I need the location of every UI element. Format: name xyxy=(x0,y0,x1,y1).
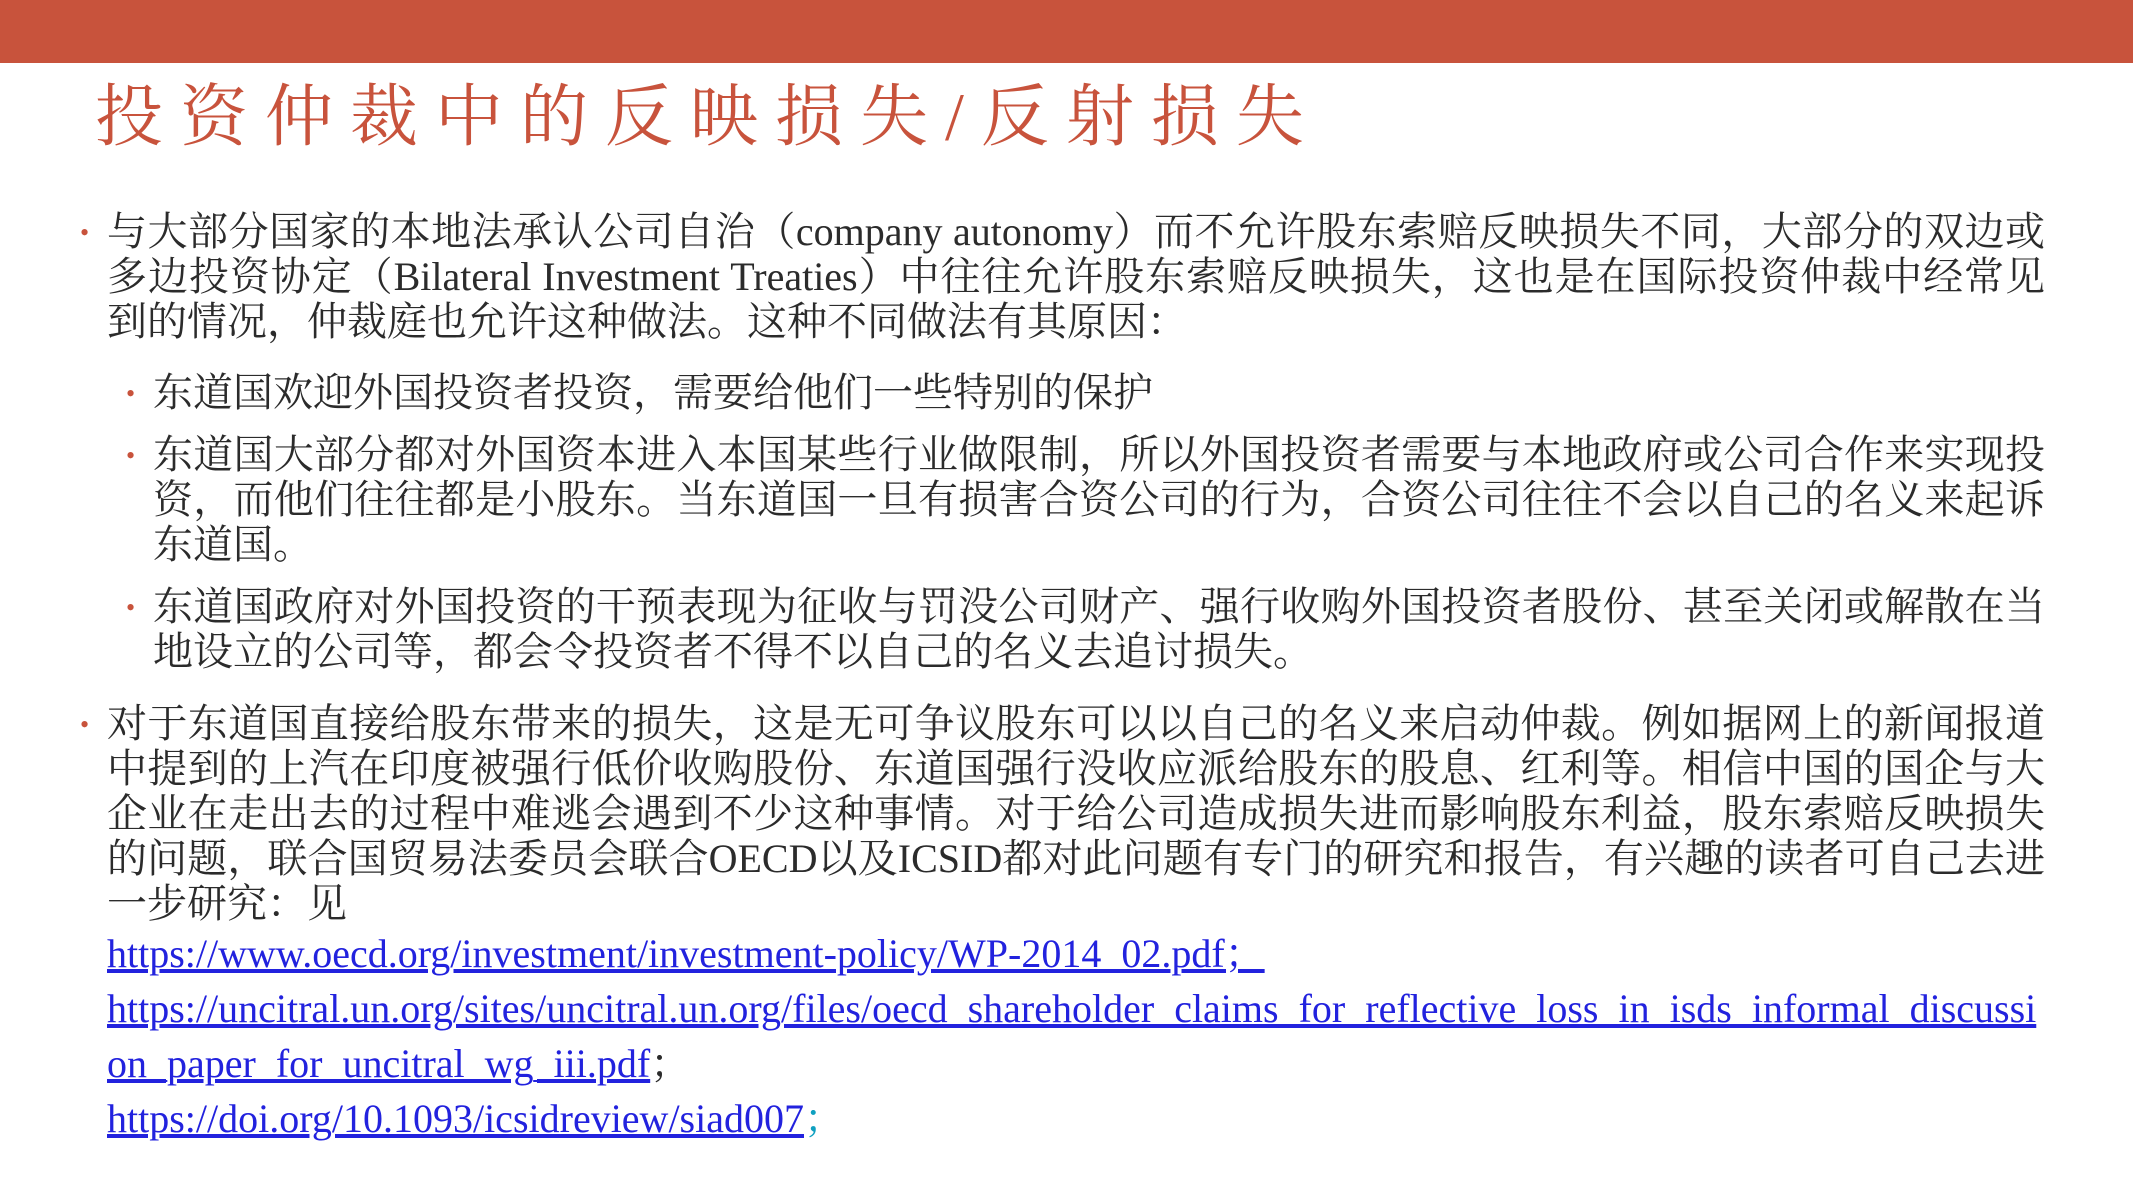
bullet-marker-icon: • xyxy=(126,379,136,409)
slide-content xyxy=(0,73,2133,1146)
uncitral-shareholder-claims-link[interactable]: https://uncitral.un.org/sites/uncitral.un.org/files/oecd_shareholder_claims_for_reflective_loss_in_isds_informal_discussion_paper_for_uncitral_wg_iii.pdf xyxy=(107,986,2037,1087)
sub-bullet-item-1 xyxy=(126,370,2045,416)
link-separator: ； xyxy=(650,1041,691,1087)
bullet-marker-icon: • xyxy=(80,710,90,740)
link-line-1 xyxy=(107,926,2045,981)
reference-links xyxy=(107,926,2045,1146)
bullet-marker-icon: • xyxy=(126,593,136,623)
link-separator: ； xyxy=(804,1096,844,1142)
sub-bullet-list xyxy=(126,370,2045,675)
sub-bullet-2-text: 东道国大部分都对外国资本进入本国某些行业做限制，所以外国投资者需要与本地政府或公司合作来实现投资，而他们往往都是小股东。当东道国一旦有损害合资公司的行为，合资公司往往不会以自己的名义来起诉东道国。 xyxy=(153,432,2045,568)
link-line-3 xyxy=(107,1091,2045,1146)
doi-icsidreview-link[interactable]: https://doi.org/10.1093/icsidreview/siad007 xyxy=(107,1096,804,1142)
bullet-1-text: 与大部分国家的本地法承认公司自治（company autonomy）而不允许股东索赔反映损失不同，大部分的双边或多边投资协定（Bilateral Investment Treaties）中往往允许股东索赔反映损失，这也是在国际投资仲裁中经常见到的情况，仲裁庭也允许这种做法。这种不同做法有其原因： xyxy=(107,209,2045,345)
link-line-2 xyxy=(107,981,2045,1091)
slide-title: 投资仲裁中的反映损失/反射损失 xyxy=(95,79,1321,155)
bullet-item-1 xyxy=(80,209,2045,345)
bullet-marker-icon: • xyxy=(126,441,136,471)
bullet-item-2 xyxy=(80,701,2045,1146)
sub-bullet-3-text: 东道国政府对外国投资的干预表现为征收与罚没公司财产、强行收购外国投资者股份、甚至关闭或解散在当地设立的公司等，都会令投资者不得不以自己的名义去追讨损失。 xyxy=(153,584,2045,675)
sub-bullet-item-3 xyxy=(126,584,2045,675)
top-accent-bar xyxy=(0,0,2133,63)
oecd-investment-policy-link[interactable]: https://www.oecd.org/investment/investment-policy/WP-2014_02.pdf； xyxy=(107,931,1265,977)
sub-bullet-1-text: 东道国欢迎外国投资者投资，需要给他们一些特别的保护 xyxy=(153,370,1153,416)
bullet-marker-icon: • xyxy=(80,218,90,248)
bullet-2-text: 对于东道国直接给股东带来的损失，这是无可争议股东可以以自己的名义来启动仲裁。例如据网上的新闻报道中提到的上汽在印度被强行低价收购股份、东道国强行没收应派给股东的股息、红利等。相信中国的国企与大企业在走出去的过程中难逃会遇到不少这种事情。对于给公司造成损失进而影响股东利益，股东索赔反映损失的问题，联合国贸易法委员会联合OECD以及ICSID都对此问题有专门的研究和报告，有兴趣的读者可自己去进一步研究：见 xyxy=(107,701,2045,927)
sub-bullet-item-2 xyxy=(126,432,2045,568)
